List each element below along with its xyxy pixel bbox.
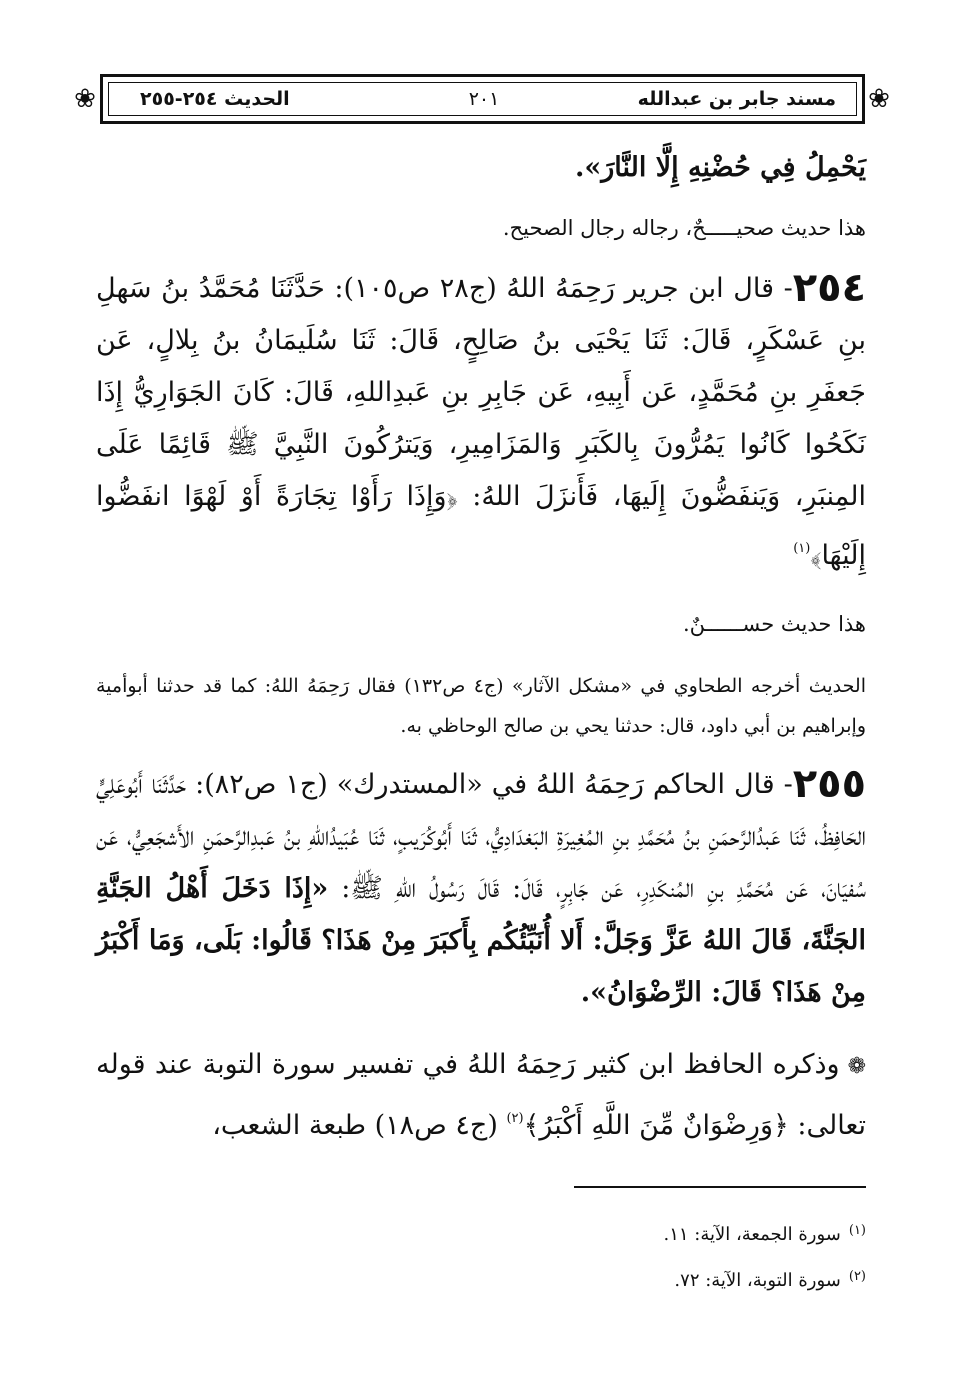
hadith-number-254: ٢٥٤ [792,265,867,311]
footnote-text: سورة الجمعة، الآية: ١١. [663,1224,841,1245]
hadith-range: الحديث ٢٥٤-٢٥٥ [140,88,290,110]
hadith-254-text: - قال ابن جرير رَحِمَهُ اللهُ (ج٢٨ ص١٠٥): حَدَّثَنَا مُحَمَّدُ بنُ سَهلِ بنِ عَسْكَرٍ، قَالَ: ثَنَا يَحْيَى بنُ صَالِحٍ، قَالَ: ثَنَا سُلَيمَانُ بنُ بِلالٍ، عَن جَعفَرِ بنِ مُحَمَّدٍ، عَن أَبِيهِ، عَن جَابِرِ بنِ عَبدِاللهِ، قَالَ: كَانَ الجَوَارِيُّ إِذَا نَكَحُوا كَانُوا يَمُرُّونَ بِالكَبَرِ وَالمَزَامِيرِ، وَيَترُكُونَ النَّبِيَّ ﷺ قَائِمًا عَلَى المِنبَرِ، وَيَنفَضُّونَ إِلَيهَا، فَأَنزَلَ اللهُ: ﴿وَإِذَا رَأَوْا تِجَارَةً أَوْ لَهْوًا انفَضُّوا إِلَيْهَا﴾ [96,273,866,571]
hadith-254 [96,262,866,582]
takhrij-text: الحديث أخرجه الطحاوي في «مشكل الآثار» (ج٤ ص١٣٢) فقال رَحِمَهُ اللهُ: كما قد حدثنا أبوأمية وإبراهيم بن أبي داود، قال: حدثنا يحي بن صالح الوحاظي به. [96,675,866,737]
page-number: ٢٠١ [468,88,500,110]
continuation-text: يَحْمِلُ فِي حُضْنِهِ إِلَّا النَّارَ». [574,152,866,183]
footnote-2 [466,1256,866,1302]
footnote-number: (١) [848,1223,866,1238]
hadith-255-matn: «إِذَا دَخَلَ أَهْلُ الجَنَّةِ الجَنَّةَ، قَالَ اللهُ عَزَّ وَجَلَّ: أَلا أُنَبِّئُكُم بِأَكبَرَ مِنْ هَذَا؟ قَالُوا: بَلَى، وَمَا أَكْبَرُ مِنْ هَذَا؟ قَالَ: الرِّضْوَانُ». [96,873,866,1008]
footnote-ref-2: (٢) [506,1111,524,1126]
ibn-kathir-note-text: وذكره الحافظ ابن كثير رَحِمَهُ اللهُ في تفسير سورة التوبة عند قوله تعالى: ﴿وَرِضْوَانٌ مِّنَ اللَّهِ أَكْبَرُ﴾ [96,1049,866,1141]
ornament-icon-right: ❀ [868,84,890,114]
hadith-number-255: ٢٥٥ [792,761,866,807]
ibn-kathir-note-source: (ج٤ ص١٨) طبعة الشعب، [212,1110,498,1141]
ibn-kathir-note [96,1039,866,1152]
footnote-1 [466,1210,866,1256]
hadith-255 [96,758,866,1019]
grading-hasan: هذا حديث حســــــنٌ. [682,612,866,636]
flower-marker-icon: ❁ [847,1054,866,1079]
ornament-icon-left: ❀ [74,84,96,114]
footnote-ref-1: (١) [793,541,811,556]
footnote-divider [574,1186,866,1188]
footnotes [466,1210,866,1302]
grading-sahih: هذا حديث صحيـــــحٌ، رجاله رجال الصحيح. [502,216,866,240]
main-text [96,142,866,1152]
footnote-text: سورة التوبة، الآية: ٧٢. [674,1270,841,1291]
footnote-number: (٢) [848,1269,866,1284]
hadith-255-text: - قال الحاكم رَحِمَهُ اللهُ في «المستدرك» (ج١ ص٨٢): حَدَّثَنَا أَبُوعَلِيٍّ الحَافِظُ، ثَنَا عَبدُالرَّحمَنِ بنُ مُحَمَّدِ بنِ المُغِيرَةِ البَغدَادِيُّ، ثَنَا أَبُوكُرَيبٍ، ثَنَا عُبَيدُاللهِ بنُ عَبدِالرَّحمَنِ الأَشجَعِيُّ، عَن سُفيَانَ، عَن مُحَمَّدِ بنِ المُنكَدِرِ، عَن جَابِرٍ، قَالَ: قَالَ رَسُولُ اللهِ ﷺ: [96,769,866,904]
book-title: مسند جابر بن عبدالله [637,88,836,110]
